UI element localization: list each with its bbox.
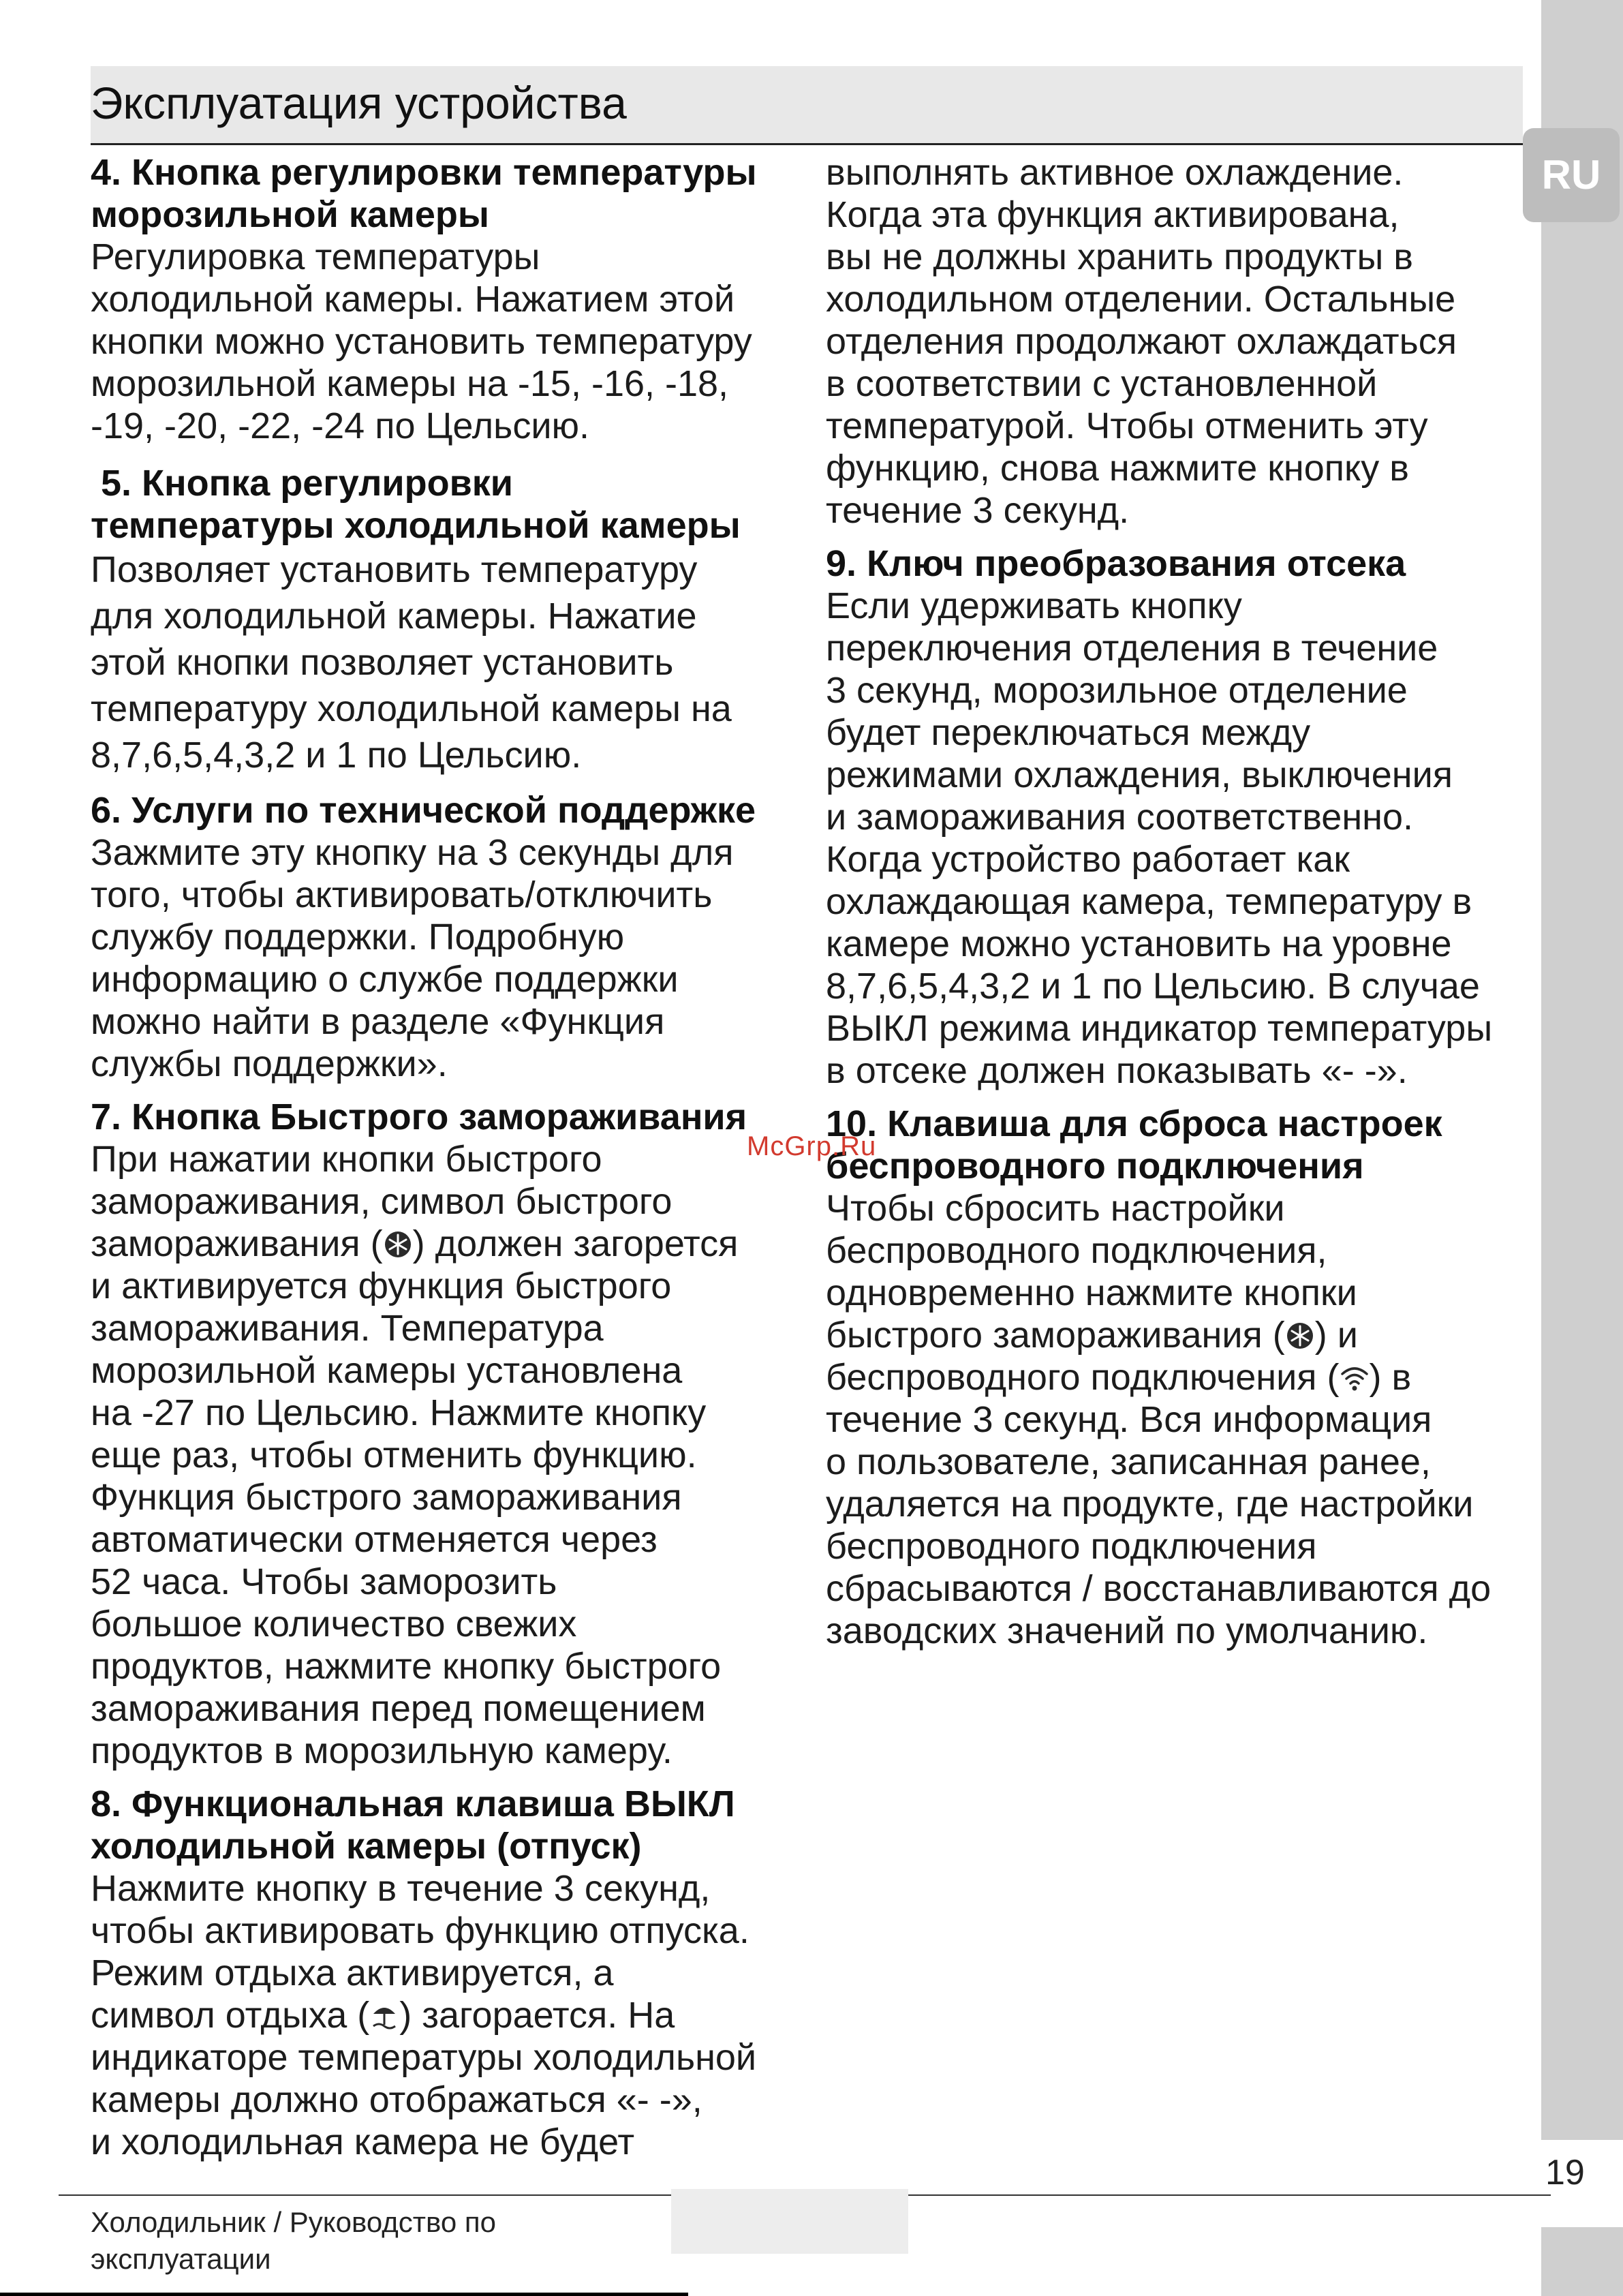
text-line: замораживания, символ быстрого [91, 1181, 673, 1222]
text-line: отделения продолжают охлаждаться [826, 321, 1457, 362]
text-line: Позволяет установить температуру [91, 549, 698, 590]
text-line: в соответствии с установленной [826, 363, 1378, 404]
quick-freeze-icon [383, 1229, 413, 1260]
text-line: Режим отдыха активируется, а [91, 1953, 614, 1993]
text-line: беспроводного подключения ( ) в [826, 1357, 1412, 1398]
section-support [91, 789, 799, 1085]
text-line: Функция быстрого замораживания [91, 1477, 682, 1518]
text-line: функцию, снова нажмите кнопку в [826, 448, 1409, 489]
section-heading: температуры холодильной камеры [91, 505, 741, 546]
watermark: McGrp.Ru [747, 1131, 877, 1161]
section-compartment-switch [826, 542, 1541, 1092]
text-line: Когда эта функция активирована, [826, 194, 1400, 235]
text-line: замораживания. Температура [91, 1308, 604, 1349]
text-line: Зажмите эту кнопку на 3 секунды для [91, 832, 734, 873]
text-line: автоматически отменяется через [91, 1519, 658, 1560]
text-line: информацию о службе поддержки [91, 959, 679, 1000]
text-line: холодильном отделении. Остальные [826, 279, 1456, 320]
text-line: одновременно нажмите кнопки [826, 1272, 1357, 1313]
text-line: кнопки можно установить температуру [91, 321, 752, 362]
text-line: и холодильная камера не будет [91, 2122, 635, 2162]
page-title: Эксплуатация устройства [91, 78, 627, 128]
text-line: переключения отделения в течение [826, 628, 1438, 669]
text-line: службу поддержки. Подробную [91, 917, 625, 958]
text-line: заводских значений по умолчанию. [826, 1610, 1428, 1651]
text-line: камере можно установить на уровне [826, 923, 1452, 964]
text-line: температурой. Чтобы отменить эту [826, 405, 1428, 446]
footer-text [91, 2204, 608, 2278]
side-strip-bottom [1541, 2227, 1623, 2296]
text-line: этой кнопки позволяет установить [91, 642, 674, 683]
bottom-rule [0, 2293, 688, 2296]
text-line: можно найти в разделе «Функция [91, 1001, 665, 1042]
right-column [826, 151, 1541, 1663]
footer-line: Холодильник / Руководство по [91, 2206, 496, 2238]
quick-freeze-icon [1285, 1320, 1315, 1351]
text-line: продуктов, нажмите кнопку быстрого [91, 1646, 722, 1687]
header-rule [91, 143, 1523, 145]
text-line: камеры должно отображаться «- -», [91, 2079, 702, 2120]
language-tab: RU [1523, 128, 1620, 222]
text-line: холодильной камеры. Нажатием этой [91, 279, 735, 320]
text-line: температуру холодильной камеры на [91, 688, 732, 729]
text-line: Когда устройство работает как [826, 839, 1350, 880]
text-line: символ отдыха ( ) загорается. На [91, 1995, 675, 2036]
text-line: на -27 по Цельсию. Нажмите кнопку [91, 1392, 707, 1433]
section-heading: 5. Кнопка регулировки [91, 463, 513, 504]
footer-box [671, 2189, 908, 2254]
section-freezer-temp [91, 151, 799, 447]
text-line: для холодильной камеры. Нажатие [91, 596, 697, 637]
text-line: сбрасываются / восстанавливаются до [826, 1568, 1491, 1609]
text-line: вы не должны хранить продукты в [826, 236, 1413, 277]
text-line: большое количество свежих [91, 1604, 577, 1644]
vacation-icon [369, 2000, 399, 2032]
text-line: 8,7,6,5,4,3,2 и 1 по Цельсию. В случае [826, 966, 1480, 1007]
text-line: и активируется функция быстрого [91, 1266, 672, 1306]
text-line: в отсеке должен показывать «- -». [826, 1050, 1408, 1091]
section-vacation [91, 1783, 799, 2163]
text-line: Нажмите кнопку в течение 3 секунд, [91, 1868, 711, 1909]
text-line: Если удерживать кнопку [826, 585, 1242, 626]
section-heading: 6. Услуги по технической поддержке [91, 790, 756, 831]
section-heading: 4. Кнопка регулировки температуры [91, 152, 757, 193]
section-heading: 7. Кнопка Быстрого замораживания [91, 1097, 747, 1137]
section-fridge-temp [91, 462, 799, 778]
text-line: Регулировка температуры [91, 236, 540, 277]
section-heading: 10. Клавиша для сброса настроек [826, 1103, 1442, 1144]
text-line: морозильной камеры на -15, -16, -18, [91, 363, 729, 404]
text-line: будет переключаться между [826, 712, 1311, 753]
text-line: удаляется на продукте, где настройки [826, 1484, 1474, 1525]
text-line: индикаторе температуры холодильной [91, 2037, 757, 2078]
section-wifi-reset [826, 1103, 1541, 1652]
left-column [91, 151, 799, 2174]
text-line: 3 секунд, морозильное отделение [826, 670, 1408, 711]
text-line: 8,7,6,5,4,3,2 и 1 по Цельсию. [91, 735, 582, 776]
section-heading: беспроводного подключения [826, 1146, 1364, 1187]
text-line: о пользователе, записанная ранее, [826, 1441, 1431, 1482]
text-line: и замораживания соответственно. [826, 797, 1413, 838]
page-number: 19 [1545, 2153, 1585, 2192]
text-line: продуктов в морозильную камеру. [91, 1730, 673, 1771]
text-line: выполнять активное охлаждение. [826, 152, 1404, 193]
footer-line: эксплуатации [91, 2243, 271, 2275]
text-line: беспроводного подключения [826, 1526, 1317, 1567]
text-line: 52 часа. Чтобы заморозить [91, 1561, 557, 1602]
text-line: еще раз, чтобы отменить функцию. [91, 1435, 697, 1475]
text-line: охлаждающая камера, температуру в [826, 881, 1472, 922]
section-quick-freeze [91, 1096, 799, 1772]
section-heading: 9. Ключ преобразования отсека [826, 543, 1406, 584]
text-line: течение 3 секунд. Вся информация [826, 1399, 1432, 1440]
side-strip [1541, 0, 1623, 2140]
text-line: режимами охлаждения, выключения [826, 754, 1453, 795]
text-line: морозильной камеры установлена [91, 1350, 683, 1391]
text-line: ВЫКЛ режима индикатор температуры [826, 1008, 1493, 1049]
section-heading: морозильной камеры [91, 194, 489, 235]
wifi-icon [1340, 1362, 1370, 1394]
text-line: службы поддержки». [91, 1043, 448, 1084]
text-line: замораживания ( ) должен загорется [91, 1223, 739, 1264]
text-line: При нажатии кнопки быстрого [91, 1139, 602, 1180]
text-line: чтобы активировать функцию отпуска. [91, 1910, 749, 1951]
section-heading: холодильной камеры (отпуск) [91, 1826, 642, 1867]
text-line: Чтобы сбросить настройки [826, 1188, 1285, 1229]
text-line: того, чтобы активировать/отключить [91, 874, 713, 915]
text-line: беспроводного подключения, [826, 1230, 1327, 1271]
text-line: замораживания перед помещением [91, 1688, 706, 1729]
text-line: течение 3 секунд. [826, 490, 1130, 531]
text-line: быстрого замораживания ( ) и [826, 1315, 1358, 1356]
section-heading: 8. Функциональная клавиша ВЫКЛ [91, 1784, 735, 1824]
section-vacation-continued [826, 151, 1541, 532]
text-line: -19, -20, -22, -24 по Цельсию. [91, 405, 589, 446]
